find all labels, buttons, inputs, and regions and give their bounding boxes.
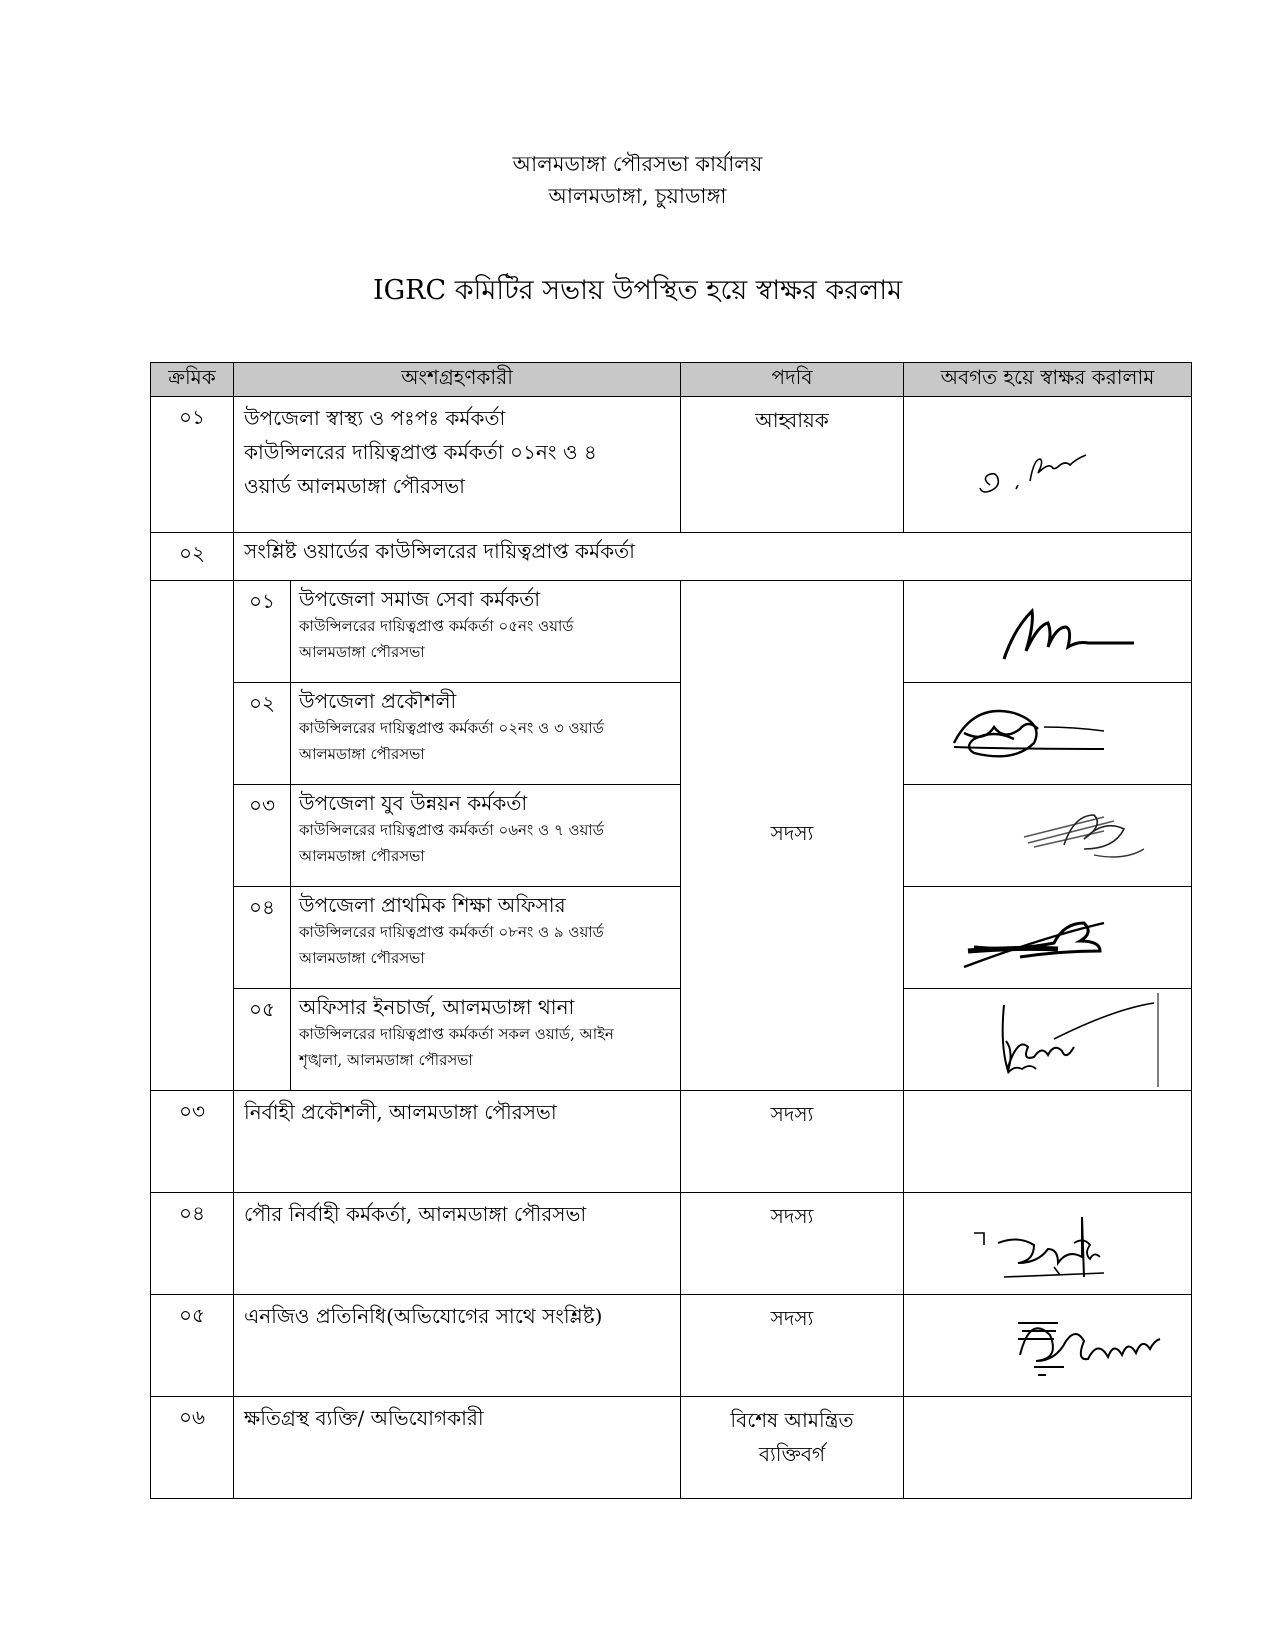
subrow-title: উপজেলা প্রাথমিক শিক্ষা অফিসার xyxy=(299,893,566,917)
table-row xyxy=(151,1193,1192,1295)
signature-cell xyxy=(904,989,1192,1091)
serial-cell: ০১ xyxy=(151,397,234,533)
subrow-participant xyxy=(291,683,681,785)
signature-cell xyxy=(904,887,1192,989)
signature-cell xyxy=(904,397,1192,533)
position-cell: আহ্বায়ক xyxy=(681,397,904,533)
serial-cell: ০৬ xyxy=(151,1397,234,1499)
column-header-serial: ক্রমিক xyxy=(151,363,234,397)
subrow-description-line: কাউন্সিলরের দায়িত্বপ্রাপ্ত কর্মকর্তা ০৫নং ওয়ার্ড xyxy=(299,617,574,635)
signature-cell xyxy=(904,1295,1192,1397)
serial-cell: ০২ xyxy=(151,533,234,581)
table-row xyxy=(151,1397,1192,1499)
subrow-description-line: আলমডাঙ্গা পৌরসভা xyxy=(299,847,425,865)
signature-image xyxy=(904,397,1190,531)
subrow-description-line: শৃঙ্খলা, আলমডাঙ্গা পৌরসভা xyxy=(299,1051,473,1069)
participant-cell: সংশ্লিষ্ট ওয়ার্ডের কাউন্সিলরের দায়িত্বপ্রাপ্ত কর্মকর্তা xyxy=(234,533,1192,581)
signature-image xyxy=(904,785,1190,885)
serial-cell: ০৩ xyxy=(151,1091,234,1193)
column-header-participant: অংশগ্রহণকারী xyxy=(234,363,681,397)
table-row xyxy=(151,887,1192,989)
participant-line: কাউন্সিলরের দায়িত্বপ্রাপ্ত কর্মকর্তা ০১নং ও ৪ xyxy=(244,440,597,464)
subrow-number: ০৪ xyxy=(234,887,291,989)
subrow-number: ০৫ xyxy=(234,989,291,1091)
subrow-participant xyxy=(291,581,681,683)
subrow-description-line: কাউন্সিলরের দায়িত্বপ্রাপ্ত কর্মকর্তা ০২নং ও ৩ ওয়ার্ড xyxy=(299,719,604,737)
table-row xyxy=(151,683,1192,785)
empty-serial-cell xyxy=(151,581,234,1091)
participant-cell xyxy=(234,397,681,533)
subrow-number: ০২ xyxy=(234,683,291,785)
position-cell: সদস্য xyxy=(681,1193,904,1295)
signature-cell xyxy=(904,785,1192,887)
serial-cell: ০৫ xyxy=(151,1295,234,1397)
participant-cell: পৌর নির্বাহী কর্মকর্তা, আলমডাঙ্গা পৌরসভা xyxy=(234,1193,681,1295)
office-address: আলমডাঙ্গা, চুয়াডাঙ্গা xyxy=(548,184,727,208)
participant-cell: নির্বাহী প্রকৌশলী, আলমডাঙ্গা পৌরসভা xyxy=(234,1091,681,1193)
position-cell: সদস্য xyxy=(681,1295,904,1397)
table-row xyxy=(151,581,1192,683)
signature-cell xyxy=(904,1091,1192,1193)
signature-cell xyxy=(904,581,1192,683)
subrow-description-line: কাউন্সিলরের দায়িত্বপ্রাপ্ত কর্মকর্তা ০৬নং ও ৭ ওয়ার্ড xyxy=(299,821,604,839)
subrow-participant xyxy=(291,989,681,1091)
signature-image xyxy=(904,1193,1190,1293)
column-header-position: পদবি xyxy=(681,363,904,397)
office-name: আলমডাঙ্গা পৌরসভা কার্যালয় xyxy=(512,152,763,176)
signature-cell xyxy=(904,1193,1192,1295)
signature-image xyxy=(904,683,1190,783)
table-row xyxy=(151,989,1192,1091)
column-header-signature: অবগত হয়ে স্বাক্ষর করালাম xyxy=(904,363,1192,397)
subrow-description-line: আলমডাঙ্গা পৌরসভা xyxy=(299,643,425,661)
subrow-title: উপজেলা যুব উন্নয়ন কর্মকর্তা xyxy=(299,791,528,815)
signature-image xyxy=(904,1295,1190,1395)
serial-cell: ০৪ xyxy=(151,1193,234,1295)
subrow-description xyxy=(291,919,680,975)
subrow-title: উপজেলা সমাজ সেবা কর্মকর্তা xyxy=(299,587,541,611)
participant-line: উপজেলা স্বাস্থ্য ও পঃপঃ কর্মকর্তা xyxy=(244,406,506,430)
table-row xyxy=(151,397,1192,533)
table-row xyxy=(151,785,1192,887)
subrow-description-line: আলমডাঙ্গা পৌরসভা xyxy=(299,949,425,967)
subrow-description-line: কাউন্সিলরের দায়িত্বপ্রাপ্ত কর্মকর্তা সকল ওয়ার্ড, আইন xyxy=(299,1025,614,1043)
position-cell: সদস্য xyxy=(681,1091,904,1193)
position-cell xyxy=(681,1397,904,1499)
position-line: ব্যক্তিবর্গ xyxy=(758,1442,826,1466)
subrow-description xyxy=(291,613,680,669)
signature-image xyxy=(904,989,1190,1089)
attendance-table xyxy=(150,362,1192,1499)
subrow-title: অফিসার ইনচার্জ, আলমডাঙ্গা থানা xyxy=(299,995,575,1019)
table-header-row xyxy=(151,363,1192,397)
signature-image xyxy=(904,581,1190,681)
subrow-description-line: কাউন্সিলরের দায়িত্বপ্রাপ্ত কর্মকর্তা ০৮নং ও ৯ ওয়ার্ড xyxy=(299,923,604,941)
signature-cell xyxy=(904,683,1192,785)
table-row xyxy=(151,533,1192,581)
position-cell: সদস্য xyxy=(681,581,904,1091)
participant-line: ওয়ার্ড আলমডাঙ্গা পৌরসভা xyxy=(244,474,465,498)
document-title: IGRC কমিটির সভায় উপস্থিত হয়ে স্বাক্ষর করলাম xyxy=(372,275,903,306)
subrow-description-line: আলমডাঙ্গা পৌরসভা xyxy=(299,745,425,763)
subrow-number: ০১ xyxy=(234,581,291,683)
table-row xyxy=(151,1091,1192,1193)
subrow-title: উপজেলা প্রকৌশলী xyxy=(299,689,457,713)
participant-cell: এনজিও প্রতিনিধি(অভিযোগের সাথে সংশ্লিষ্ট) xyxy=(234,1295,681,1397)
position-line: বিশেষ আমন্ত্রিত xyxy=(730,1408,854,1432)
subrow-participant xyxy=(291,887,681,989)
subrow-description xyxy=(291,715,680,771)
subrow-description xyxy=(291,817,680,873)
table-row xyxy=(151,1295,1192,1397)
subrow-participant xyxy=(291,785,681,887)
subrow-number: ০৩ xyxy=(234,785,291,887)
participant-cell: ক্ষতিগ্রস্থ ব্যক্তি/ অভিযোগকারী xyxy=(234,1397,681,1499)
signature-cell xyxy=(904,1397,1192,1499)
subrow-description xyxy=(291,1021,680,1077)
signature-image xyxy=(904,887,1190,987)
